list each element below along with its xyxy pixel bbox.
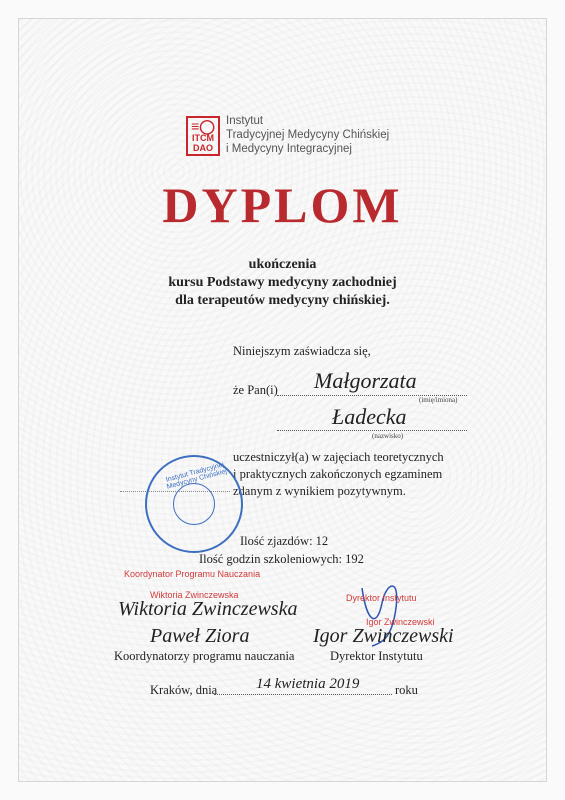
diploma-title: DYPLOM bbox=[162, 177, 403, 233]
coordinator-stamp: Koordynator Programu Nauczania bbox=[124, 569, 261, 579]
director-signature: Igor Zwinczewski bbox=[313, 625, 454, 647]
coordinator-signature-2: Paweł Ziora bbox=[150, 625, 250, 647]
last-name-hint: (nazwisko) bbox=[372, 432, 404, 440]
logo-letters: ITCM DAO bbox=[192, 133, 214, 153]
sessions-count: Ilość zjazdów: 12 bbox=[240, 534, 329, 548]
director-label: Dyrektor Instytutu bbox=[330, 649, 423, 663]
stamp-text: Instytut Tradycyjnej Medycyny Chińskiej bbox=[165, 461, 228, 491]
director-stamp: Dyrektor Instytutu bbox=[346, 593, 417, 603]
institute-logo bbox=[186, 116, 220, 156]
course-line1: ukończenia bbox=[248, 257, 317, 272]
para-line2: i praktycznych zakończonych egzaminem bbox=[233, 467, 443, 481]
date-value: 14 kwietnia 2019 bbox=[256, 676, 360, 692]
last-name: Ładecka bbox=[332, 404, 407, 429]
first-name: Małgorzata bbox=[314, 368, 417, 393]
logo-mark-icon: ≡◯ bbox=[191, 118, 215, 134]
hours-count: Ilość godzin szkoleniowych: 192 bbox=[199, 552, 364, 566]
para-line3: zdanym z wynikiem pozytywnym. bbox=[233, 484, 406, 498]
course-line2: kursu Podstawy medycyny zachodniej bbox=[168, 275, 397, 290]
date-suffix: roku bbox=[395, 683, 418, 697]
institute-name-line2: Tradycyjnej Medycyny Chińskiej bbox=[226, 129, 390, 141]
date-place: Kraków, dnia bbox=[150, 683, 218, 697]
date-line bbox=[214, 694, 392, 695]
coordinator-print-name: Wiktoria Zwinczewska bbox=[150, 590, 239, 600]
last-name-line bbox=[277, 430, 467, 431]
that-text: że Pan(i) bbox=[233, 383, 278, 397]
course-line3: dla terapeutów medycyny chińskiej. bbox=[175, 293, 390, 308]
institute-name-line3: i Medycyny Integracyjnej bbox=[226, 143, 352, 155]
institute-name bbox=[226, 114, 389, 156]
coordinator-label: Koordynatorzy programu nauczania bbox=[114, 649, 295, 663]
first-name-hint: (imię/imiona) bbox=[419, 396, 458, 404]
certify-text: Niniejszym zaświadcza się, bbox=[233, 344, 371, 358]
para-line1: uczestniczył(a) w zajęciach teoretycznych bbox=[233, 450, 444, 464]
institute-stamp bbox=[145, 455, 243, 553]
stamp-logo-icon bbox=[173, 483, 215, 525]
institute-name-line1: Instytut bbox=[226, 115, 264, 127]
coordinator-signature-1: Wiktoria Zwinczewska bbox=[118, 598, 298, 620]
director-print-name: Igor Zwinczewski bbox=[366, 617, 435, 627]
